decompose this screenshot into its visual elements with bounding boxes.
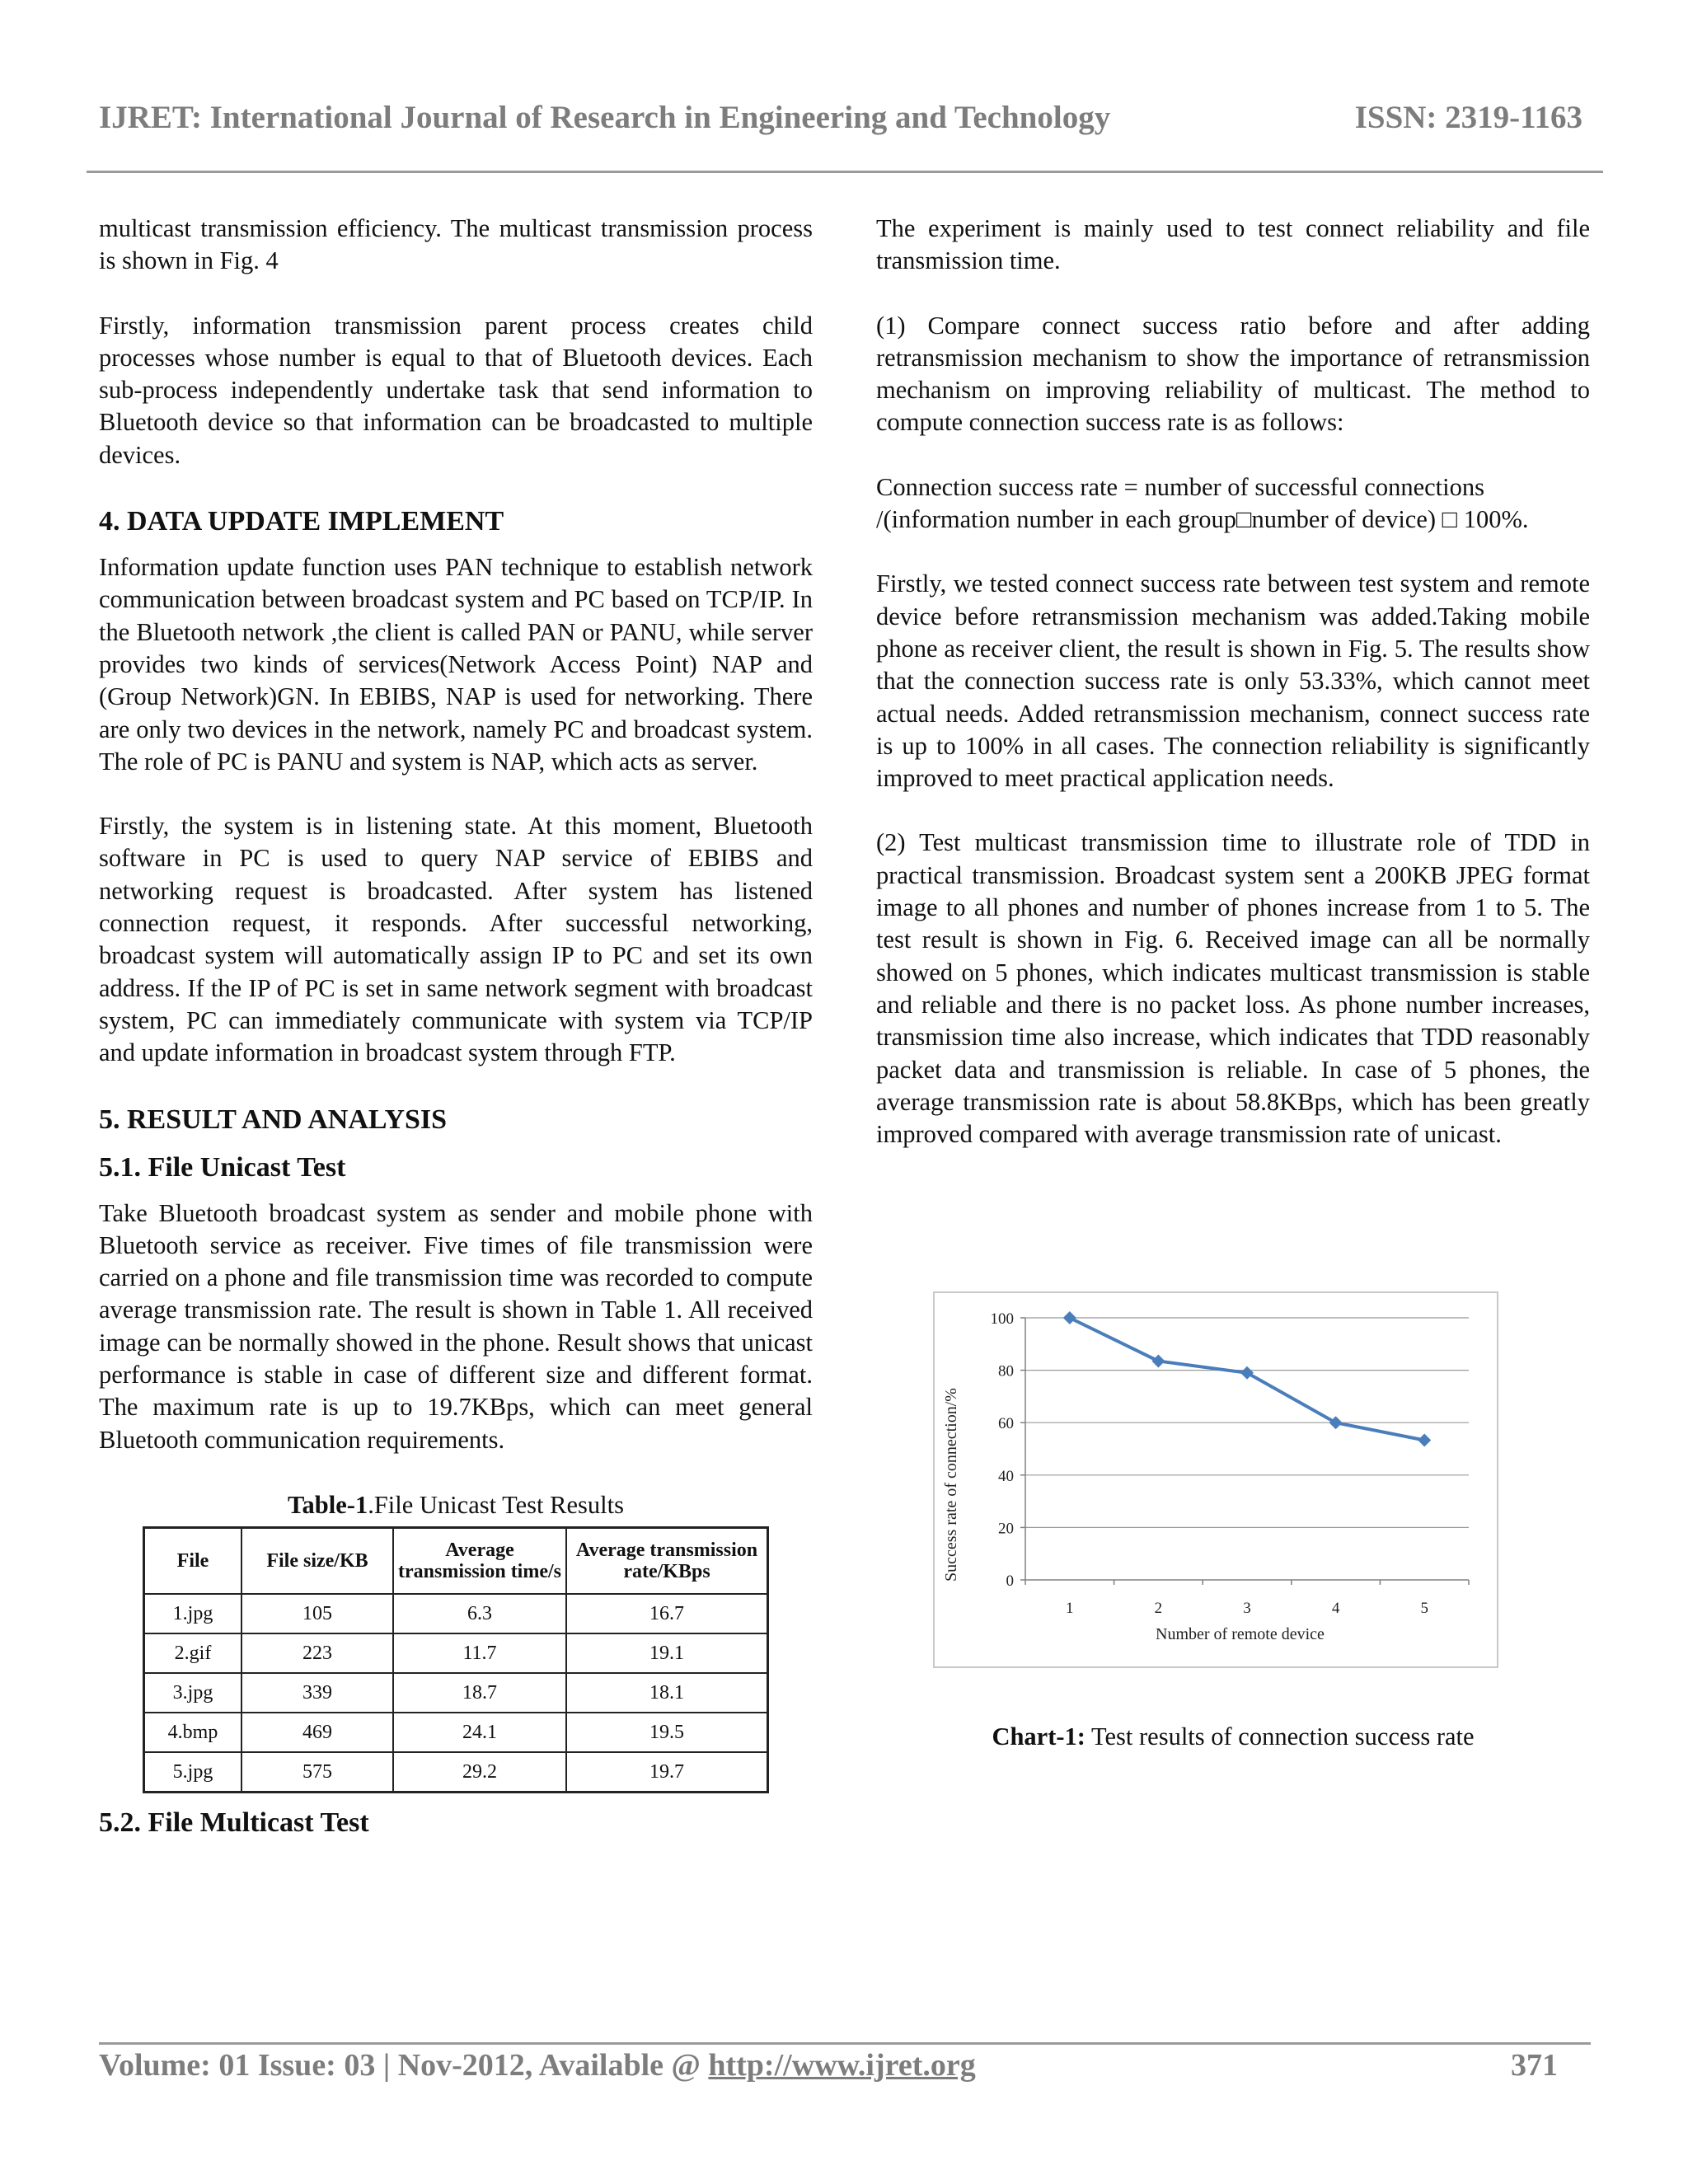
- table-cell: 2.gif: [144, 1633, 242, 1673]
- table-row: [144, 1713, 768, 1752]
- table-cell: 5.jpg: [144, 1752, 242, 1793]
- line-chart: [933, 1291, 1498, 1668]
- x-tick-labels: [1025, 1580, 1469, 1617]
- chart-caption: [876, 1722, 1590, 1751]
- table-cell: 11.7: [393, 1633, 566, 1673]
- x-axis-label: Number of remote device: [1156, 1625, 1325, 1643]
- data-points: [1063, 1311, 1431, 1447]
- data-point: [1240, 1366, 1254, 1380]
- formula: Connection success rate = number of successful connections /(information number in each group□number of device) □ 100%.: [876, 472, 1529, 534]
- header-rule: [87, 171, 1603, 173]
- table-row: [144, 1752, 768, 1793]
- x-tick-label: 4: [1331, 1600, 1340, 1617]
- x-tick-label: 2: [1154, 1600, 1163, 1617]
- chart-svg: [935, 1293, 1497, 1666]
- table-cell: 1.jpg: [144, 1594, 242, 1633]
- chart-caption-label: Chart-1:: [992, 1722, 1085, 1750]
- data-point: [1329, 1416, 1343, 1429]
- table-header-cell: File size/KB: [241, 1527, 393, 1594]
- table-header-cell: File: [144, 1527, 242, 1594]
- x-tick-label: 3: [1243, 1600, 1251, 1617]
- table-cell: 339: [241, 1673, 393, 1713]
- y-tick-label: 40: [998, 1467, 1014, 1485]
- y-tick-label: 80: [998, 1362, 1014, 1380]
- table-caption-text: .File Unicast Test Results: [368, 1490, 624, 1519]
- y-tick-label: 100: [990, 1310, 1014, 1328]
- table-cell: 19.1: [566, 1633, 768, 1673]
- left-column: [99, 213, 813, 1853]
- page-number: 371: [1511, 2048, 1558, 2083]
- page-header: [99, 99, 1582, 148]
- table-cell: 19.7: [566, 1752, 768, 1793]
- y-tick-label: 20: [998, 1520, 1014, 1538]
- paragraph: Firstly, the system is in listening state. At this moment, Bluetooth software in PC is used to query NAP service of EBIBS and networking request is broadcasted. After system has listened connection request, it responds. After successful networking, broadcast system will automatically assign IP to PC and set its own address. If the IP of PC is set in same network segment with broadcast system, PC can immediately communicate with system via TCP/IP and update information in broadcast system through FTP.: [99, 812, 813, 1067]
- table-cell: 24.1: [393, 1713, 566, 1752]
- y-tick-label: 60: [998, 1415, 1014, 1433]
- y-tick-labels: [991, 1310, 1015, 1590]
- paragraph: multicast transmission efficiency. The multicast transmission process is shown in Fig. 4: [99, 214, 813, 275]
- subsection-heading: 5.2. File Multicast Test: [99, 1807, 369, 1838]
- paragraph: Take Bluetooth broadcast system as sender and mobile phone with Bluetooth service as receiver. Five times of file transmission were carried on a phone and file transmission time was recorded to compute average transmission rate. The result is shown in Table 1. All received image can be normally showed in the phone. Result shows that unicast performance is stable in case of different size and different format. The maximum rate is up to 19.7KBps, which can meet general Bluetooth communication requirements.: [99, 1198, 813, 1454]
- paragraph: (2) Test multicast transmission time to illustrate role of TDD in practical transmission. Broadcast system sent a 200KB JPEG format image to all phones and number of phones increase from 1 to 5. The test result is shown in Fig. 6. Received image can all be normally showed on 5 phones, which indicates multicast transmission is stable and reliable and there is no packet loss. As phone number increases, transmission time also increase, which indicates that TDD reasonably packet data and transmission is reliable. In case of 5 phones, the average transmission rate is about 58.8KBps, which has been greatly improved compared with average transmission rate of unicast.: [876, 828, 1590, 1149]
- data-point: [1151, 1354, 1165, 1367]
- y-tick-label: 0: [1006, 1572, 1014, 1590]
- data-point: [1418, 1434, 1431, 1447]
- table-header-row: [144, 1527, 768, 1594]
- table-header-cell: Average transmission rate/KBps: [566, 1527, 768, 1594]
- chart-caption-text: Test results of connection success rate: [1085, 1722, 1475, 1750]
- footer-text: Volume: 01 Issue: 03 | Nov-2012, Available @: [99, 2048, 709, 2083]
- table-caption-label: Table-1: [288, 1490, 368, 1519]
- results-table: [143, 1526, 769, 1793]
- journal-title: IJRET: International Journal of Research in Engineering and Technology: [99, 100, 1111, 135]
- table-cell: 3.jpg: [144, 1673, 242, 1713]
- table-cell: 105: [241, 1594, 393, 1633]
- footer-rule: [99, 2042, 1591, 2045]
- data-point: [1063, 1311, 1076, 1324]
- journal-link[interactable]: http://www.ijret.org: [708, 2048, 976, 2083]
- table-cell: 18.7: [393, 1673, 566, 1713]
- paragraph: Information update function uses PAN technique to establish network communication between broadcast system and PC based on TCP/IP. In the Bluetooth network ,the client is called PAN or PANU, while server provides two kinds of services(Network Access Point) NAP and (Group Network)GN. In EBIBS, NAP is used for networking. There are only two devices in the network, namely PC and broadcast system. The role of PC is PANU and system is NAP, which acts as server.: [99, 553, 813, 776]
- table-cell: 18.1: [566, 1673, 768, 1713]
- paragraph: Firstly, we tested connect success rate between test system and remote device before retransmission mechanism was added.Taking mobile phone as receiver client, the result is shown in Fig. 5. The results show that the connection success rate is only 53.33%, which cannot meet actual needs. Added retransmission mechanism, connect success rate is up to 100% in all cases. The connection reliability is significantly improved to meet practical application needs.: [876, 569, 1590, 793]
- x-tick-label: 1: [1066, 1600, 1074, 1617]
- table-header-cell: Average transmission time/s: [393, 1527, 566, 1594]
- paragraph: The experiment is mainly used to test connect reliability and file transmission time.: [876, 214, 1590, 275]
- section-heading: 5. RESULT AND ANALYSIS: [99, 1104, 448, 1135]
- table-row: [144, 1633, 768, 1673]
- section-heading: 4. DATA UPDATE IMPLEMENT: [99, 506, 504, 537]
- right-column: [876, 213, 1590, 1183]
- table-cell: 19.5: [566, 1713, 768, 1752]
- table-cell: 223: [241, 1633, 393, 1673]
- paragraph: Firstly, information transmission parent process creates child processes whose number is equal to that of Bluetooth devices. Each sub-process independently undertake task that send information to Bluetooth device so that information can be broadcasted to multiple devices.: [99, 311, 813, 469]
- table-cell: 16.7: [566, 1594, 768, 1633]
- table-cell: 575: [241, 1752, 393, 1793]
- table-cell: 6.3: [393, 1594, 566, 1633]
- table-cell: 4.bmp: [144, 1713, 242, 1752]
- page-footer: [99, 2047, 1558, 2097]
- chart-grid: [1020, 1318, 1469, 1580]
- subsection-heading: 5.1. File Unicast Test: [99, 1151, 346, 1183]
- table-cell: 469: [241, 1713, 393, 1752]
- table-caption: [99, 1488, 813, 1521]
- table-row: [144, 1673, 768, 1713]
- table-row: [144, 1594, 768, 1633]
- y-axis-label: Success rate of connection/%: [942, 1388, 960, 1582]
- issn: ISSN: 2319-1163: [1354, 100, 1582, 135]
- paragraph: (1) Compare connect success ratio before and after adding retransmission mechanism to show the importance of retransmission mechanism on improving reliability of multicast. The method to compute connection success rate is as follows:: [876, 311, 1590, 437]
- table-cell: 29.2: [393, 1752, 566, 1793]
- x-tick-label: 5: [1420, 1600, 1428, 1617]
